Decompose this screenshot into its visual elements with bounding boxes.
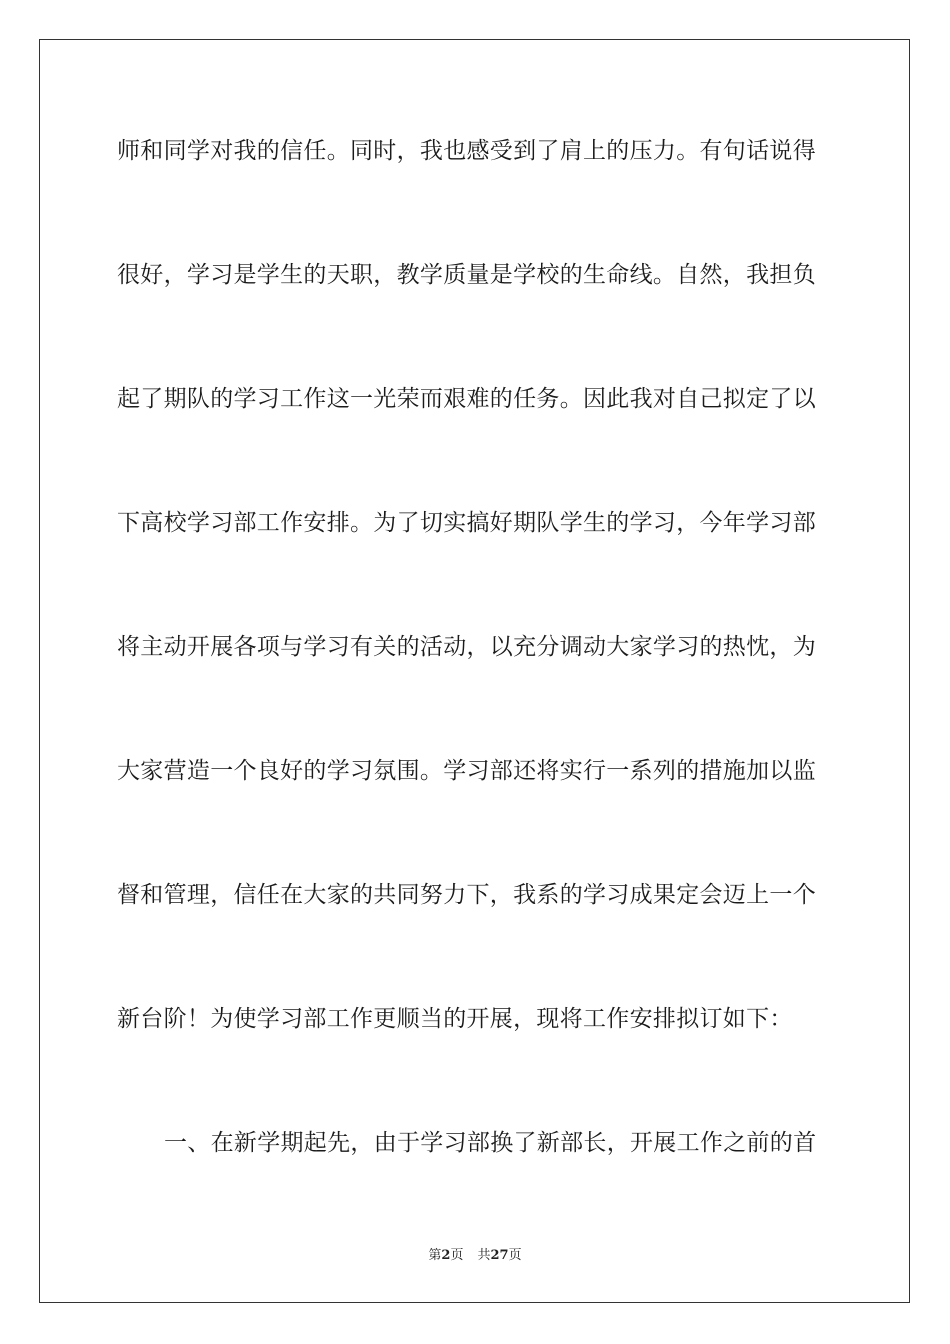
- body-text-line: 将主动开展各项与学习有关的活动，以充分调动大家学习的热忱，为: [117, 634, 816, 660]
- body-text-line: 起了期队的学习工作这一光荣而艰难的任务。因此我对自己拟定了以: [117, 386, 816, 412]
- total-pages: 27: [490, 1248, 509, 1263]
- paragraph-first-line: 一、在新学期起先，由于学习部换了新部长，开展工作之前的首: [164, 1130, 817, 1156]
- body-text-line: 大家营造一个良好的学习氛围。学习部还将实行一系列的措施加以监: [117, 758, 816, 784]
- body-text-line: 督和管理，信任在大家的共同努力下，我系的学习成果定会迈上一个: [117, 882, 816, 908]
- page-footer: [0, 1247, 950, 1265]
- body-text-line: 师和同学对我的信任。同时，我也感受到了肩上的压力。有句话说得: [117, 138, 816, 164]
- body-text-line: 新台阶！为使学习部工作更顺当的开展，现将工作安排拟订如下：: [117, 1006, 793, 1032]
- page-number: 2: [441, 1248, 451, 1263]
- body-text-line: 下高校学习部工作安排。为了切实搞好期队学生的学习，今年学习部: [117, 510, 816, 536]
- total-prefix: 共: [477, 1248, 491, 1263]
- body-text-line: 很好，学习是学生的天职，教学质量是学校的生命线。自然，我担负: [117, 262, 816, 288]
- total-suffix: 页: [508, 1248, 522, 1263]
- page-suffix: 页: [450, 1248, 464, 1263]
- page-prefix: 第: [428, 1248, 442, 1263]
- page-border: [39, 39, 910, 1303]
